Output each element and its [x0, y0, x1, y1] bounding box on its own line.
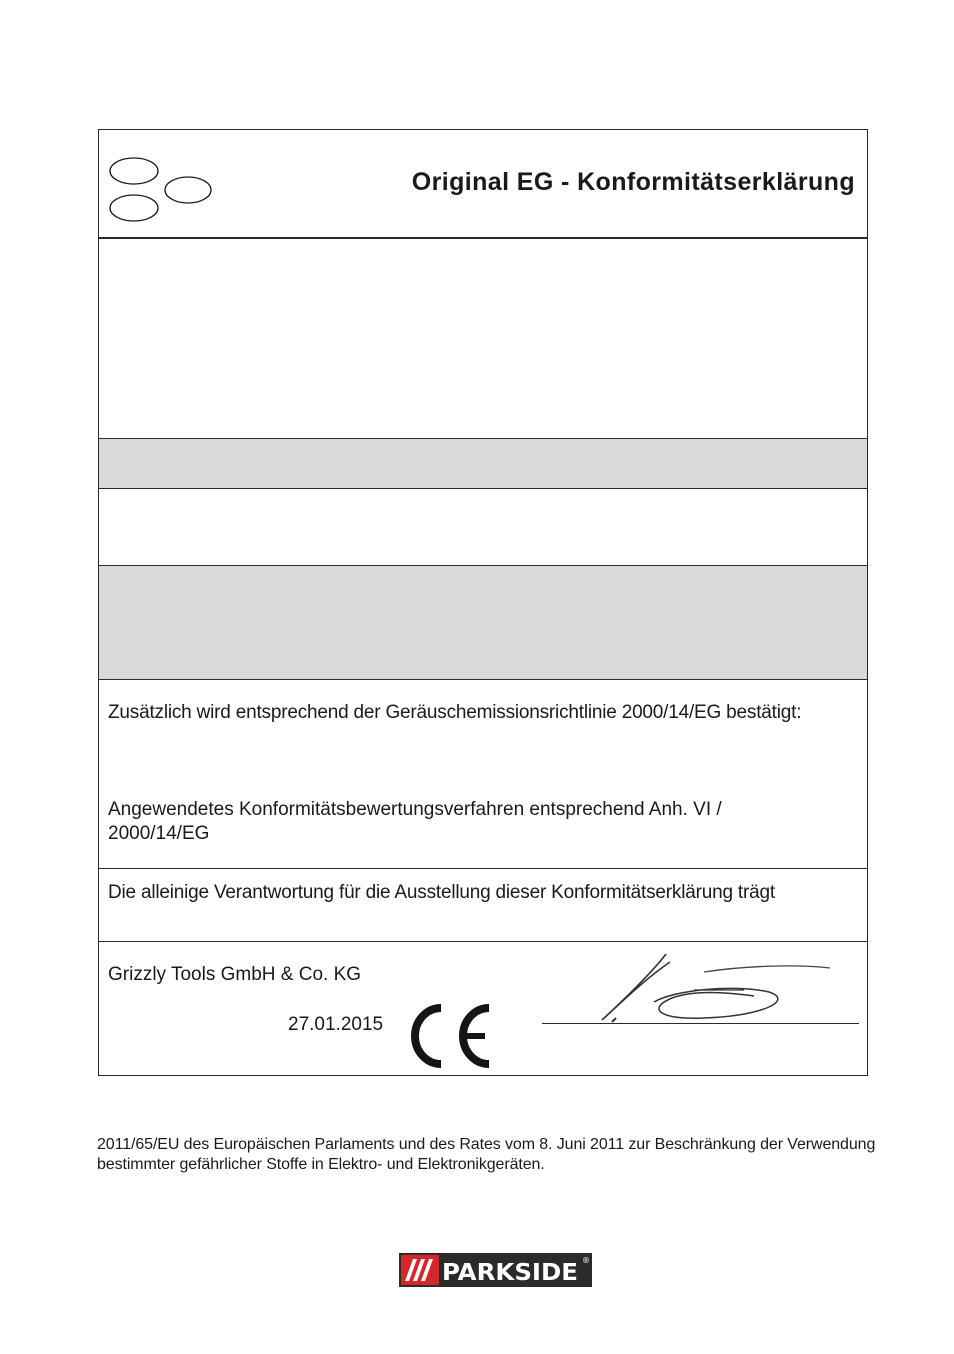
shaded-row-standards — [99, 566, 867, 680]
parkside-logo — [399, 1253, 592, 1287]
conformity-procedure-text: Angewendetes Konformitätsbewertungsverfahren entsprechend Anh. VI / 2000/14/EG — [108, 799, 722, 844]
signature-row — [99, 942, 867, 1075]
declaration-form — [98, 129, 868, 1076]
language-oval-1 — [110, 158, 158, 184]
issue-date: 27.01.2015 — [288, 1014, 384, 1035]
signature-line — [542, 1023, 859, 1024]
svg-text:PARKSIDE: PARKSIDE — [442, 1260, 578, 1286]
standards-row — [99, 489, 867, 566]
ce-mark-icon — [403, 1002, 493, 1070]
noise-directive-row — [99, 680, 867, 869]
noise-directive-text: Zusätzlich wird entsprechend der Geräuschemissionsrichtlinie 2000/14/EG bestätigt: — [108, 702, 802, 723]
signature-icon — [594, 950, 834, 1026]
responsibility-text: Die alleinige Verantwortung für die Ausstellung dieser Konformitätserklärung trägt — [108, 882, 775, 903]
company-name: Grizzly Tools GmbH & Co. KG — [108, 964, 362, 985]
footnote-rohs: 2011/65/EU des Europäischen Parlaments und des Rates vom 8. Juni 2011 zur Beschränkung der Verwendung bestimmter gefährlicher Stoffe in Elektro- und Elektronikgeräten. — [97, 1136, 876, 1173]
product-info-row — [99, 239, 867, 439]
svg-text:®: ® — [582, 1256, 590, 1265]
language-oval-2 — [165, 177, 211, 203]
shaded-row-directives — [99, 439, 867, 489]
language-code-ovals — [99, 130, 219, 230]
responsibility-row — [99, 869, 867, 942]
language-oval-3 — [110, 195, 158, 221]
header-row — [99, 130, 867, 239]
page-title: Original EG - Konformitätserklärung — [411, 168, 855, 196]
